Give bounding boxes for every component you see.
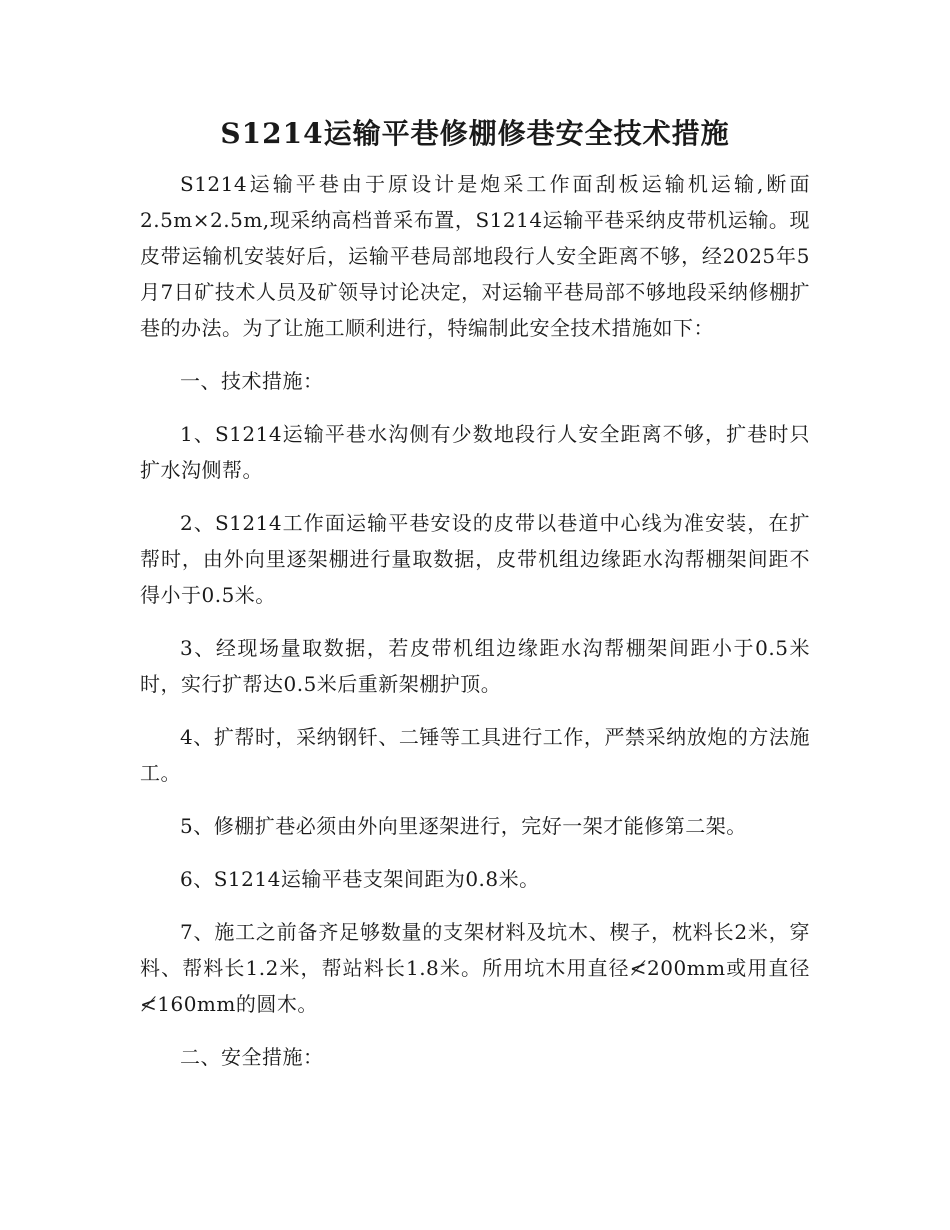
technical-item-4: 4、扩帮时，采纳钢钎、二锤等工具进行工作，严禁采纳放炮的方法施工。 — [140, 725, 810, 785]
document-body — [140, 166, 810, 1075]
technical-item-2: 2、S1214工作面运输平巷安设的皮带以巷道中心线为准安装，在扩帮时，由外向里逐架棚进行量取数据，皮带机组边缘距水沟帮棚架间距不得小于0.5米。 — [140, 511, 810, 607]
technical-item-5: 5、修棚扩巷必须由外向里逐架进行，完好一架才能修第二架。 — [180, 814, 747, 838]
technical-item-7: 7、施工之前备齐足够数量的支架材料及坑木、楔子，枕料长2米，穿料、帮料长1.2米，帮站料长1.8米。所用坑木用直径≮200mm或用直径≮160mm的圆木。 — [140, 920, 810, 1016]
document-title: S1214运输平巷修棚修巷安全技术措施 — [220, 117, 730, 150]
technical-item-3: 3、经现场量取数据，若皮带机组边缘距水沟帮棚架间距小于0.5米时，实行扩帮达0.5米后重新架棚护顶。 — [140, 636, 810, 696]
section-heading-technical: 一、技术措施： — [180, 369, 324, 393]
technical-item-6: 6、S1214运输平巷支架间距为0.8米。 — [180, 867, 540, 891]
technical-item-1: 1、S1214运输平巷水沟侧有少数地段行人安全距离不够，扩巷时只扩水沟侧帮。 — [140, 422, 810, 482]
section-heading-safety: 二、安全措施： — [180, 1045, 324, 1069]
intro-paragraph: S1214运输平巷由于原设计是炮采工作面刮板运输机运输,断面2.5m×2.5m,现采纳高档普采布置，S1214运输平巷采纳皮带机运输。现皮带运输机安装好后，运输平巷局部地段行人安全距离不够，经2025年5月7日矿技术人员及矿领导讨论决定，对运输平巷局部不够地段采纳修棚扩巷的办法。为了让施工顺利进行，特编制此安全技术措施如下： — [140, 172, 810, 340]
